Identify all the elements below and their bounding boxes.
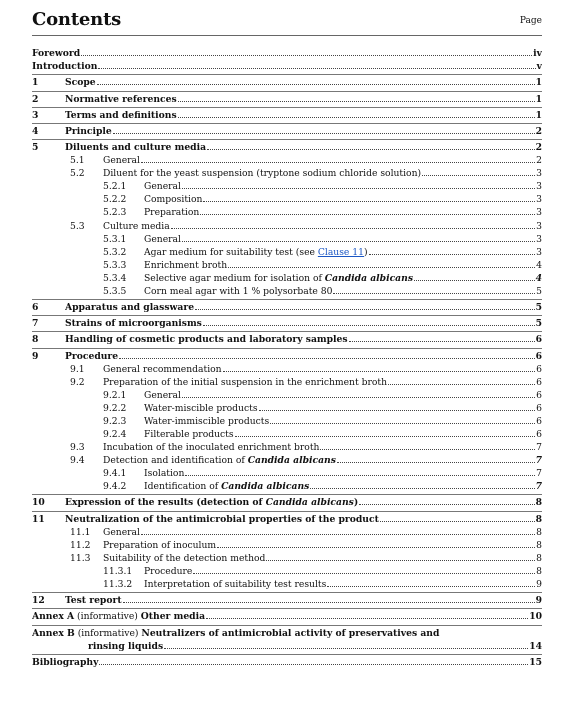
toc-entry-text: Corn meal agar with 1 % polysorbate 80 [144, 285, 333, 297]
toc-page-number: 4 [535, 272, 542, 284]
dot-leader [119, 350, 534, 359]
toc-entry-text: Procedure [65, 350, 119, 362]
toc-entry-text: General [144, 389, 181, 401]
toc-page-number: 6 [536, 376, 542, 388]
toc-page-number: 4 [536, 259, 542, 271]
toc-entry-number: 11.3.1 [103, 565, 133, 577]
toc-entry-number: 11 [32, 513, 45, 525]
toc-entry-text: Apparatus and glassware [65, 301, 195, 313]
dot-leader [359, 496, 534, 505]
toc-page-number: 7 [536, 442, 542, 453]
toc-entry-number: 9.4 [70, 455, 85, 467]
section-separator [32, 608, 542, 609]
toc-entry-text: Neutralizers of antimicrobial activity of preservatives and [141, 627, 440, 639]
toc-entry-text: Foreword [32, 48, 81, 59]
dot-leader [193, 565, 535, 574]
toc-entry[interactable] [32, 246, 542, 259]
toc-entry-title [144, 480, 309, 493]
toc-entry-number: 5.2.2 [103, 194, 127, 206]
toc-entry-text: Preparation [144, 207, 200, 219]
toc-entry-text: Expression of the results (detection of [65, 497, 266, 509]
toc-entry-title [144, 259, 227, 272]
toc-page-number: 8 [535, 513, 542, 525]
toc-entry-text: General [103, 526, 140, 538]
toc-page-number: 8 [536, 565, 542, 577]
toc-entry-title [103, 552, 265, 565]
toc-page-number: 8 [536, 526, 542, 538]
toc-entry[interactable] [32, 376, 542, 389]
toc-entry-text: Candida albicans [221, 481, 310, 493]
section-separator [32, 592, 542, 593]
toc-entry-text: Water-miscible products [144, 402, 258, 414]
toc-page-number: 3 [536, 181, 542, 193]
toc-page-number: 2 [535, 142, 542, 154]
toc-entry-text: General recommendation [103, 363, 222, 375]
section-separator [32, 315, 542, 316]
toc-entry-text: Bibliography [32, 656, 99, 668]
toc-entry-text: Scope [65, 77, 96, 89]
dot-leader [235, 428, 536, 437]
toc-entry[interactable] [32, 60, 542, 73]
toc-entry[interactable] [32, 428, 542, 441]
toc-page-number: 6 [536, 363, 542, 375]
toc-entry[interactable] [32, 656, 542, 669]
toc-page-number: 8 [536, 539, 542, 551]
toc-entry-number: 9.2 [70, 376, 85, 388]
toc-entry-text: Water-immiscible products [144, 415, 270, 427]
toc-entry-title [65, 93, 177, 106]
toc-entry[interactable] [32, 301, 542, 314]
toc-entry-text: Selective agar medium for isolation of [144, 272, 325, 284]
toc-page-number: 10 [529, 611, 542, 623]
dot-leader [228, 259, 535, 268]
dot-leader [195, 301, 535, 310]
dot-leader [164, 640, 528, 649]
section-separator [32, 123, 542, 124]
toc-entry-title [144, 193, 202, 206]
toc-entry-text: General [144, 181, 181, 193]
dot-leader [113, 125, 535, 134]
dot-leader [182, 180, 535, 189]
toc-entry-text: General [103, 155, 140, 167]
toc-entry-text: Isolation [144, 468, 185, 480]
toc-entry-text: General [144, 233, 181, 245]
toc-entry-title [103, 376, 387, 389]
toc-entry[interactable] [32, 167, 542, 180]
toc-entry[interactable] [32, 389, 542, 402]
toc-entry-number: 9.4.1 [103, 468, 127, 480]
toc-entry-number: 9.2.3 [103, 415, 127, 427]
toc-entry-number: 5.2 [70, 168, 85, 180]
toc-entry[interactable] [32, 233, 542, 246]
page-column-label: Page [519, 16, 542, 26]
toc-page-number: 6 [536, 428, 542, 440]
toc-entry-text: Enrichment broth [144, 259, 228, 271]
toc-entry-title [103, 441, 319, 454]
toc-entry-number: 7 [32, 318, 39, 330]
toc-entry-title [103, 154, 140, 167]
toc-page-number: 5 [535, 318, 542, 330]
section-separator [32, 654, 542, 655]
dot-leader [310, 480, 534, 489]
toc-entry-text: Composition [144, 194, 203, 206]
toc-entry-number: 5.2.3 [103, 207, 127, 219]
toc-entry-text: Diluent for the yeast suspension (tryptone sodium chloride solution) [103, 168, 422, 180]
dot-leader [270, 415, 535, 424]
toc-entry-text: Terms and definitions [65, 109, 177, 121]
toc-entry-title [103, 526, 140, 539]
dot-leader [141, 526, 535, 535]
toc-entry-title [32, 627, 542, 640]
toc-entry-title [144, 428, 234, 441]
dot-leader [349, 333, 535, 342]
toc-entry-number: 9.3 [70, 442, 85, 453]
toc-entry-title [65, 513, 379, 526]
toc-entry-title [144, 272, 413, 285]
toc-entry-text: (informative) [74, 611, 141, 623]
section-separator [32, 91, 542, 92]
toc-entry-number: 8 [32, 334, 39, 346]
toc-entry-title [103, 220, 170, 233]
toc-entry[interactable] [32, 125, 542, 138]
dot-leader [200, 206, 535, 215]
toc-entry[interactable] [32, 415, 542, 428]
toc-page-number: 7 [535, 481, 542, 493]
toc-entry-title [65, 594, 122, 607]
toc-entry[interactable] [32, 363, 542, 376]
toc-entry-number: 9.4.2 [103, 481, 127, 493]
section-separator [32, 74, 542, 75]
toc-entry-text: Identification of [144, 481, 222, 493]
dot-leader [414, 272, 535, 281]
toc-entry-number: 3 [32, 109, 39, 121]
toc-entry-text: Diluents and culture media [65, 142, 207, 154]
toc-entry-number: 12 [32, 595, 45, 607]
toc-entry-title [144, 389, 181, 402]
table-of-contents [32, 47, 542, 669]
toc-entry[interactable] [32, 47, 542, 60]
toc-entry-number: 5.3.4 [103, 272, 127, 284]
dot-leader [217, 539, 535, 548]
section-separator [32, 139, 542, 140]
toc-entry-number: 5.3.1 [103, 233, 127, 245]
toc-entry[interactable] [32, 565, 542, 578]
toc-page-number: 8 [535, 497, 542, 509]
toc-entry-title [65, 76, 96, 89]
toc-page-number: 7 [535, 455, 542, 467]
dot-leader [369, 246, 536, 255]
dot-leader [422, 167, 535, 176]
dot-leader [266, 552, 535, 561]
toc-entry-text: (informative) [74, 627, 142, 639]
toc-entry[interactable] [32, 402, 542, 415]
toc-entry-title [32, 47, 80, 60]
toc-page-number: 6 [536, 402, 542, 414]
toc-entry-title [144, 246, 368, 259]
toc-entry-text: Suitability of the detection method [103, 552, 266, 564]
toc-entry[interactable] [32, 467, 542, 480]
toc-entry[interactable] [32, 76, 542, 89]
toc-entry[interactable] [32, 259, 542, 272]
toc-entry-text: Annex B [32, 627, 75, 639]
toc-entry-title [144, 285, 332, 298]
toc-entry[interactable] [32, 109, 542, 122]
toc-entry-title [144, 233, 181, 246]
toc-entry-text: Preparation of the initial suspension in the enrichment broth [103, 376, 388, 388]
dot-leader [171, 220, 535, 229]
toc-entry-number: 2 [32, 93, 39, 105]
dot-leader [259, 402, 536, 411]
toc-entry[interactable] [32, 333, 542, 346]
toc-entry-text: Principle [65, 125, 112, 137]
toc-entry[interactable] [32, 317, 542, 330]
toc-entry-number: 11.1 [70, 526, 91, 538]
toc-entry[interactable] [32, 285, 542, 298]
toc-entry-text: Incubation of the inoculated enrichment broth [103, 442, 320, 453]
dot-leader [203, 317, 535, 326]
toc-entry-title [144, 180, 181, 193]
toc-page-number: 1 [535, 77, 542, 89]
toc-page-number: 1 [535, 93, 542, 105]
toc-entry-text: Other media [140, 611, 206, 623]
toc-page-number: 3 [536, 207, 542, 219]
toc-entry-number: 9.1 [70, 363, 85, 375]
dot-leader [333, 285, 535, 294]
toc-entry[interactable] [32, 141, 542, 154]
toc-page-number: 6 [535, 350, 542, 362]
toc-page-number: iv [533, 48, 542, 59]
toc-entry-title [144, 565, 192, 578]
toc-entry-title [65, 125, 112, 138]
toc-entry-text: ) [353, 497, 359, 509]
header-rule [32, 35, 542, 36]
dot-leader [327, 578, 535, 587]
toc-entry-text: Filterable products [144, 428, 234, 440]
dot-leader [203, 193, 535, 202]
toc-entry[interactable] [32, 454, 542, 467]
toc-page-number: 9 [536, 578, 542, 590]
dot-leader [337, 454, 535, 463]
toc-page-number: v [536, 61, 542, 73]
dot-leader [223, 363, 536, 372]
toc-page-number: 5 [536, 285, 542, 297]
toc-entry-title [144, 206, 199, 219]
toc-page-number: 6 [536, 389, 542, 401]
toc-entry-title [103, 363, 222, 376]
toc-entry-number: 4 [32, 125, 39, 137]
toc-entry-text: Candida albicans [265, 497, 354, 509]
toc-entry[interactable] [32, 539, 542, 552]
dot-leader [178, 93, 535, 102]
toc-entry-text: Normative references [65, 93, 177, 105]
toc-entry[interactable] [32, 180, 542, 193]
toc-entry[interactable] [32, 526, 542, 539]
dot-leader [380, 513, 535, 522]
page-title: Contents [32, 9, 122, 30]
toc-page-number: 8 [536, 552, 542, 564]
dot-leader [178, 109, 535, 118]
toc-entry-number: 5.1 [70, 155, 85, 167]
dot-leader [388, 376, 535, 385]
dot-leader [97, 76, 535, 85]
toc-entry[interactable] [32, 627, 542, 653]
toc-entry-title [144, 415, 269, 428]
toc-entry-title [65, 350, 118, 363]
dot-leader [320, 441, 535, 450]
toc-entry[interactable] [32, 441, 542, 454]
dot-leader [81, 47, 532, 56]
clause-link[interactable]: Clause 11 [317, 246, 364, 258]
toc-page-number: 6 [535, 334, 542, 346]
toc-entry[interactable] [32, 206, 542, 219]
toc-page-number: 2 [536, 155, 542, 167]
toc-entry-text: Agar medium for suitability test (see [144, 246, 318, 258]
toc-entry[interactable] [32, 552, 542, 565]
toc-entry-number: 11.3 [70, 552, 91, 564]
toc-page-number: 3 [536, 233, 542, 245]
toc-page-number: 2 [535, 125, 542, 137]
toc-entry-title [65, 301, 194, 314]
toc-entry-number: 5.3.3 [103, 259, 127, 271]
section-separator [32, 299, 542, 300]
toc-entry-title [103, 167, 421, 180]
dot-leader [182, 389, 535, 398]
toc-entry-number: 5.3 [70, 220, 85, 232]
section-separator [32, 511, 542, 512]
toc-entry-number: 9.2.1 [103, 389, 127, 401]
dot-leader [141, 154, 535, 163]
toc-entry-text: Strains of microorganisms [65, 318, 202, 330]
section-separator [32, 348, 542, 349]
toc-entry-text: Interpretation of suitability test results [144, 578, 327, 590]
toc-entry-title [65, 333, 348, 346]
toc-entry-title [65, 317, 202, 330]
toc-entry-text: Procedure [144, 565, 193, 577]
dot-leader [206, 610, 528, 619]
toc-entry-number: 11.3.2 [103, 578, 133, 590]
toc-entry-title [65, 141, 206, 154]
toc-entry-number: 1 [32, 77, 39, 89]
toc-entry-number: 10 [32, 497, 45, 509]
toc-entry-number: 9.2.4 [103, 428, 127, 440]
toc-entry-number: 6 [32, 301, 39, 313]
toc-entry-title [103, 454, 336, 467]
toc-entry-title [32, 60, 97, 73]
toc-entry-number: 5.3.2 [103, 246, 127, 258]
toc-page-number: 7 [536, 468, 542, 480]
toc-entry-title [103, 539, 216, 552]
toc-entry-number: 9.2.2 [103, 402, 127, 414]
toc-entry-text: Candida albicans [324, 272, 413, 284]
toc-entry-text: ) [364, 246, 368, 258]
toc-entry-text: Neutralization of the antimicrobial properties of the product [65, 513, 379, 525]
toc-entry[interactable] [32, 272, 542, 285]
toc-entry[interactable] [32, 220, 542, 233]
toc-entry[interactable] [32, 513, 542, 526]
toc-page-number: 3 [536, 246, 542, 258]
toc-entry[interactable] [32, 610, 542, 623]
toc-entry-title [144, 402, 258, 415]
toc-entry-title [32, 656, 98, 669]
toc-entry[interactable] [32, 480, 542, 493]
toc-entry-text: Annex A [32, 611, 75, 623]
dot-leader [182, 233, 535, 242]
section-separator [32, 331, 542, 332]
toc-entry-continuation: rinsing liquids [88, 640, 164, 652]
toc-entry[interactable] [32, 350, 542, 363]
toc-entry[interactable] [32, 578, 542, 591]
toc-entry-number: 11.2 [70, 539, 91, 551]
toc-entry-title [144, 467, 184, 480]
toc-entry[interactable] [32, 496, 542, 509]
toc-entry-number: 5 [32, 142, 39, 154]
dot-leader [207, 141, 535, 150]
toc-entry[interactable] [32, 594, 542, 607]
toc-entry-text: Handling of cosmetic products and laboratory samples [65, 334, 348, 346]
toc-page-number: 3 [536, 220, 542, 232]
toc-entry-text: Culture media [103, 220, 170, 232]
toc-entry-title [65, 109, 177, 122]
toc-page-number: 6 [536, 415, 542, 427]
toc-entry[interactable] [32, 193, 542, 206]
toc-entry-text: Introduction [32, 61, 98, 73]
toc-page-number: 3 [536, 194, 542, 206]
toc-entry-title [144, 578, 326, 591]
toc-page-number: 14 [529, 640, 542, 652]
toc-entry-text: Preparation of inoculum [103, 539, 217, 551]
toc-page-number: 15 [529, 656, 542, 668]
toc-page-number: 3 [536, 168, 542, 180]
section-separator [32, 625, 542, 626]
toc-entry-number: 5.2.1 [103, 181, 127, 193]
toc-entry-number: 5.3.5 [103, 285, 127, 297]
toc-entry-text: Candida albicans [247, 455, 336, 467]
toc-entry-text: Test report [65, 595, 122, 607]
toc-entry-text: Detection and identification of [103, 455, 248, 467]
toc-entry-title [65, 496, 358, 509]
dot-leader [99, 656, 528, 665]
toc-page-number: 9 [535, 595, 542, 607]
section-separator [32, 107, 542, 108]
section-separator [32, 494, 542, 495]
toc-entry[interactable] [32, 154, 542, 167]
dot-leader [185, 467, 535, 476]
dot-leader [123, 594, 535, 603]
toc-entry-number: 9 [32, 350, 39, 362]
toc-entry[interactable] [32, 93, 542, 106]
dot-leader [98, 60, 535, 69]
toc-page-number: 5 [535, 301, 542, 313]
toc-page-number: 1 [535, 109, 542, 121]
toc-entry-title [32, 610, 205, 623]
